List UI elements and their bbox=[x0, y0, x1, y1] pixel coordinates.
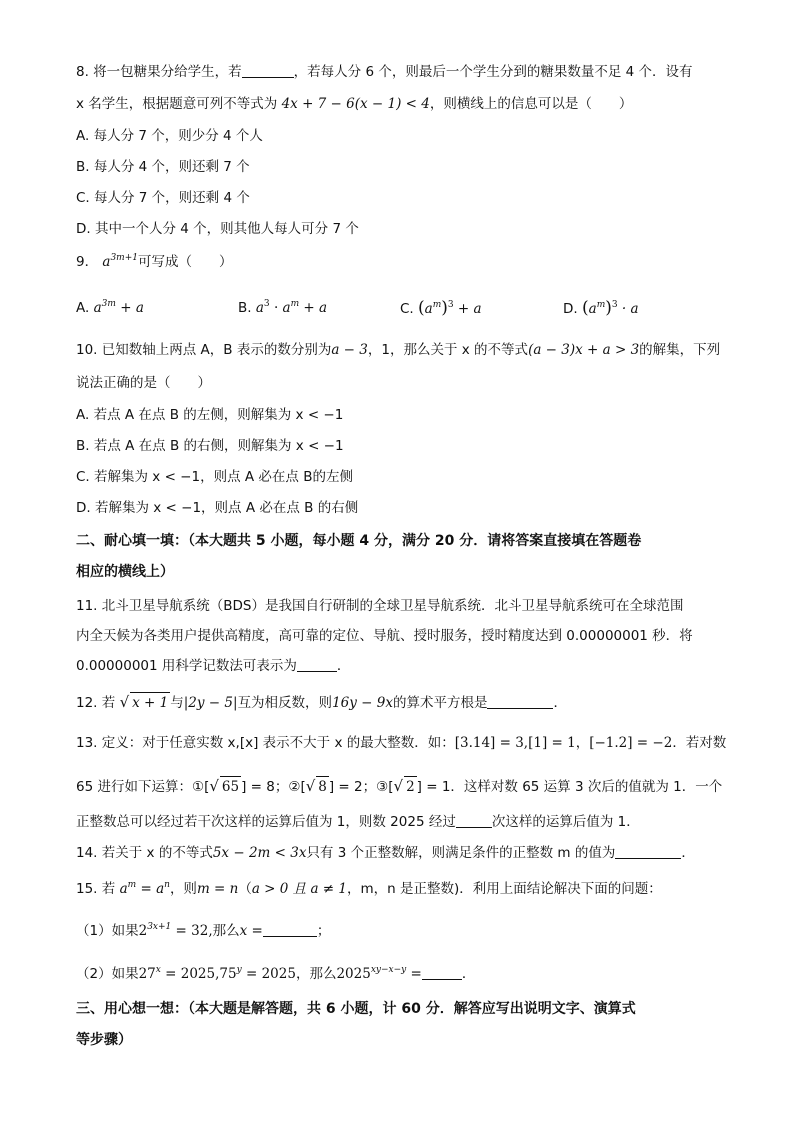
q8-line2: x 名学生，根据题意可列不等式为 4x + 7 − 6(x − 1) < 4，则横线上的信息可以是（ ） bbox=[76, 96, 633, 112]
q10-option-a: A. 若点 A 在点 B 的左侧，则解集为 x < −1 bbox=[76, 407, 344, 423]
q8-option-c: C. 每人分 7 个，则还剩 4 个 bbox=[76, 190, 250, 206]
section3-heading-line2: 等步骤） bbox=[76, 1032, 132, 1048]
q8-blank[interactable] bbox=[242, 63, 294, 78]
q9-option-d: D. $(a^m)^3 \cdot a$ bbox=[563, 298, 639, 318]
section2-heading-line2: 相应的横线上） bbox=[76, 564, 174, 580]
q11-blank[interactable] bbox=[297, 657, 337, 672]
q10-option-b: B. 若点 A 在点 B 的右侧，则解集为 x < −1 bbox=[76, 438, 344, 454]
q14-blank[interactable] bbox=[615, 844, 681, 859]
q15-stem: 15. 若 $a^m = a^n$，则m = n（a > 0 且 a ≠ 1，m，n 是正整数)．利用上面结论解决下面的问题： bbox=[76, 880, 662, 897]
q9-option-a: A. $a^{3m} + a$ bbox=[76, 299, 144, 316]
q10-option-c: C. 若解集为 x < −1，则点 A 必在点 B的左侧 bbox=[76, 469, 353, 485]
q13-line1: 13. 定义：对于任意实数 x,[x] 表示不大于 x 的最大整数．如：[3.14] = 3,[1] = 1，[−1.2] = −2．若对数 bbox=[76, 735, 727, 751]
q15-part2-blank[interactable] bbox=[422, 965, 462, 980]
q8-option-b: B. 每人分 4 个，则还剩 7 个 bbox=[76, 159, 250, 175]
q12-blank[interactable] bbox=[487, 694, 553, 709]
q14-line: 14. 若关于 x 的不等式5x − 2m < 3x只有 3 个正整数解，则满足条件的正整数 m 的值为 ． bbox=[76, 845, 695, 861]
q11-line2: 内全天候为各类用户提供高精度，高可靠的定位、导航、授时服务，授时精度达到 0.00000001 秒．将 bbox=[76, 628, 693, 644]
q13-line3: 正整数总可以经过若干次这样的运算后值为 1，则数 2025 经过 次这样的运算后值为 1． bbox=[76, 814, 640, 830]
q11-line1: 11. 北斗卫星导航系统（BDS）是我国自行研制的全球卫星导航系统．北斗卫星导航系统可在全球范围 bbox=[76, 598, 684, 614]
q8-option-a: A. 每人分 7 个，则少分 4 个人 bbox=[76, 128, 263, 144]
q9-stem: 9． $a^{3m+1}$可写成（ ） bbox=[76, 253, 233, 270]
q8-inequality: 4x + 7 − 6(x − 1) < 4 bbox=[281, 96, 430, 112]
q8-option-d: D. 其中一个人分 4 个，则其他人每人可分 7 个 bbox=[76, 221, 359, 237]
q10-option-d: D. 若解集为 x < −1，则点 A 必在点 B 的右侧 bbox=[76, 500, 359, 516]
q15-part1-blank[interactable] bbox=[263, 922, 317, 937]
q9-option-b: B. $a^3 \cdot a^m + a$ bbox=[238, 299, 328, 316]
q12-line: 12. 若 √ x + 1 与|2y − 5|互为相反数，则16y − 9x的算术平方根是 ． bbox=[76, 693, 567, 711]
section3-heading-line1: 三、用心想一想：（本大题是解答题，共 6 小题，计 60 分．解答应写出说明文字、演算式 bbox=[76, 1001, 636, 1017]
q13-line2: 65 进行如下运算：①[√ 65 ] = 8；②[√ 8 ] = 2；③[√ 2 ] = 1．这样对数 65 运算 3 次后的值就为 1．一个 bbox=[76, 777, 723, 795]
q8-line1: 8. 将一包糖果分给学生，若 ，若每人分 6 个，则最后一个学生分到的糖果数量不足 4 个．设有 bbox=[76, 64, 693, 80]
q11-line3: 0.00000001 用科学记数法可表示为 ． bbox=[76, 658, 351, 674]
section2-heading-line1: 二、耐心填一填：（本大题共 5 小题，每小题 4 分，满分 20 分．请将答案直接填在答题卷 bbox=[76, 533, 642, 549]
q15-part2: （2）如果$27^x = 2025,75^y = 2025$，那么$2025^{xy-x-y}$ = ． bbox=[76, 965, 476, 982]
q9-option-c: C. $(a^m)^3 + a$ bbox=[400, 298, 482, 318]
q10-line1: 10. 已知数轴上两点 A，B 表示的数分别为a − 3，1，那么关于 x 的不等式(a − 3)x + a > 3的解集，下列 bbox=[76, 342, 721, 358]
q10-line2: 说法正确的是（ ） bbox=[76, 375, 211, 391]
q13-blank[interactable] bbox=[456, 813, 492, 828]
q15-part1: （1）如果$2^{3x+1} = 32$,那么x = ； bbox=[76, 922, 331, 939]
